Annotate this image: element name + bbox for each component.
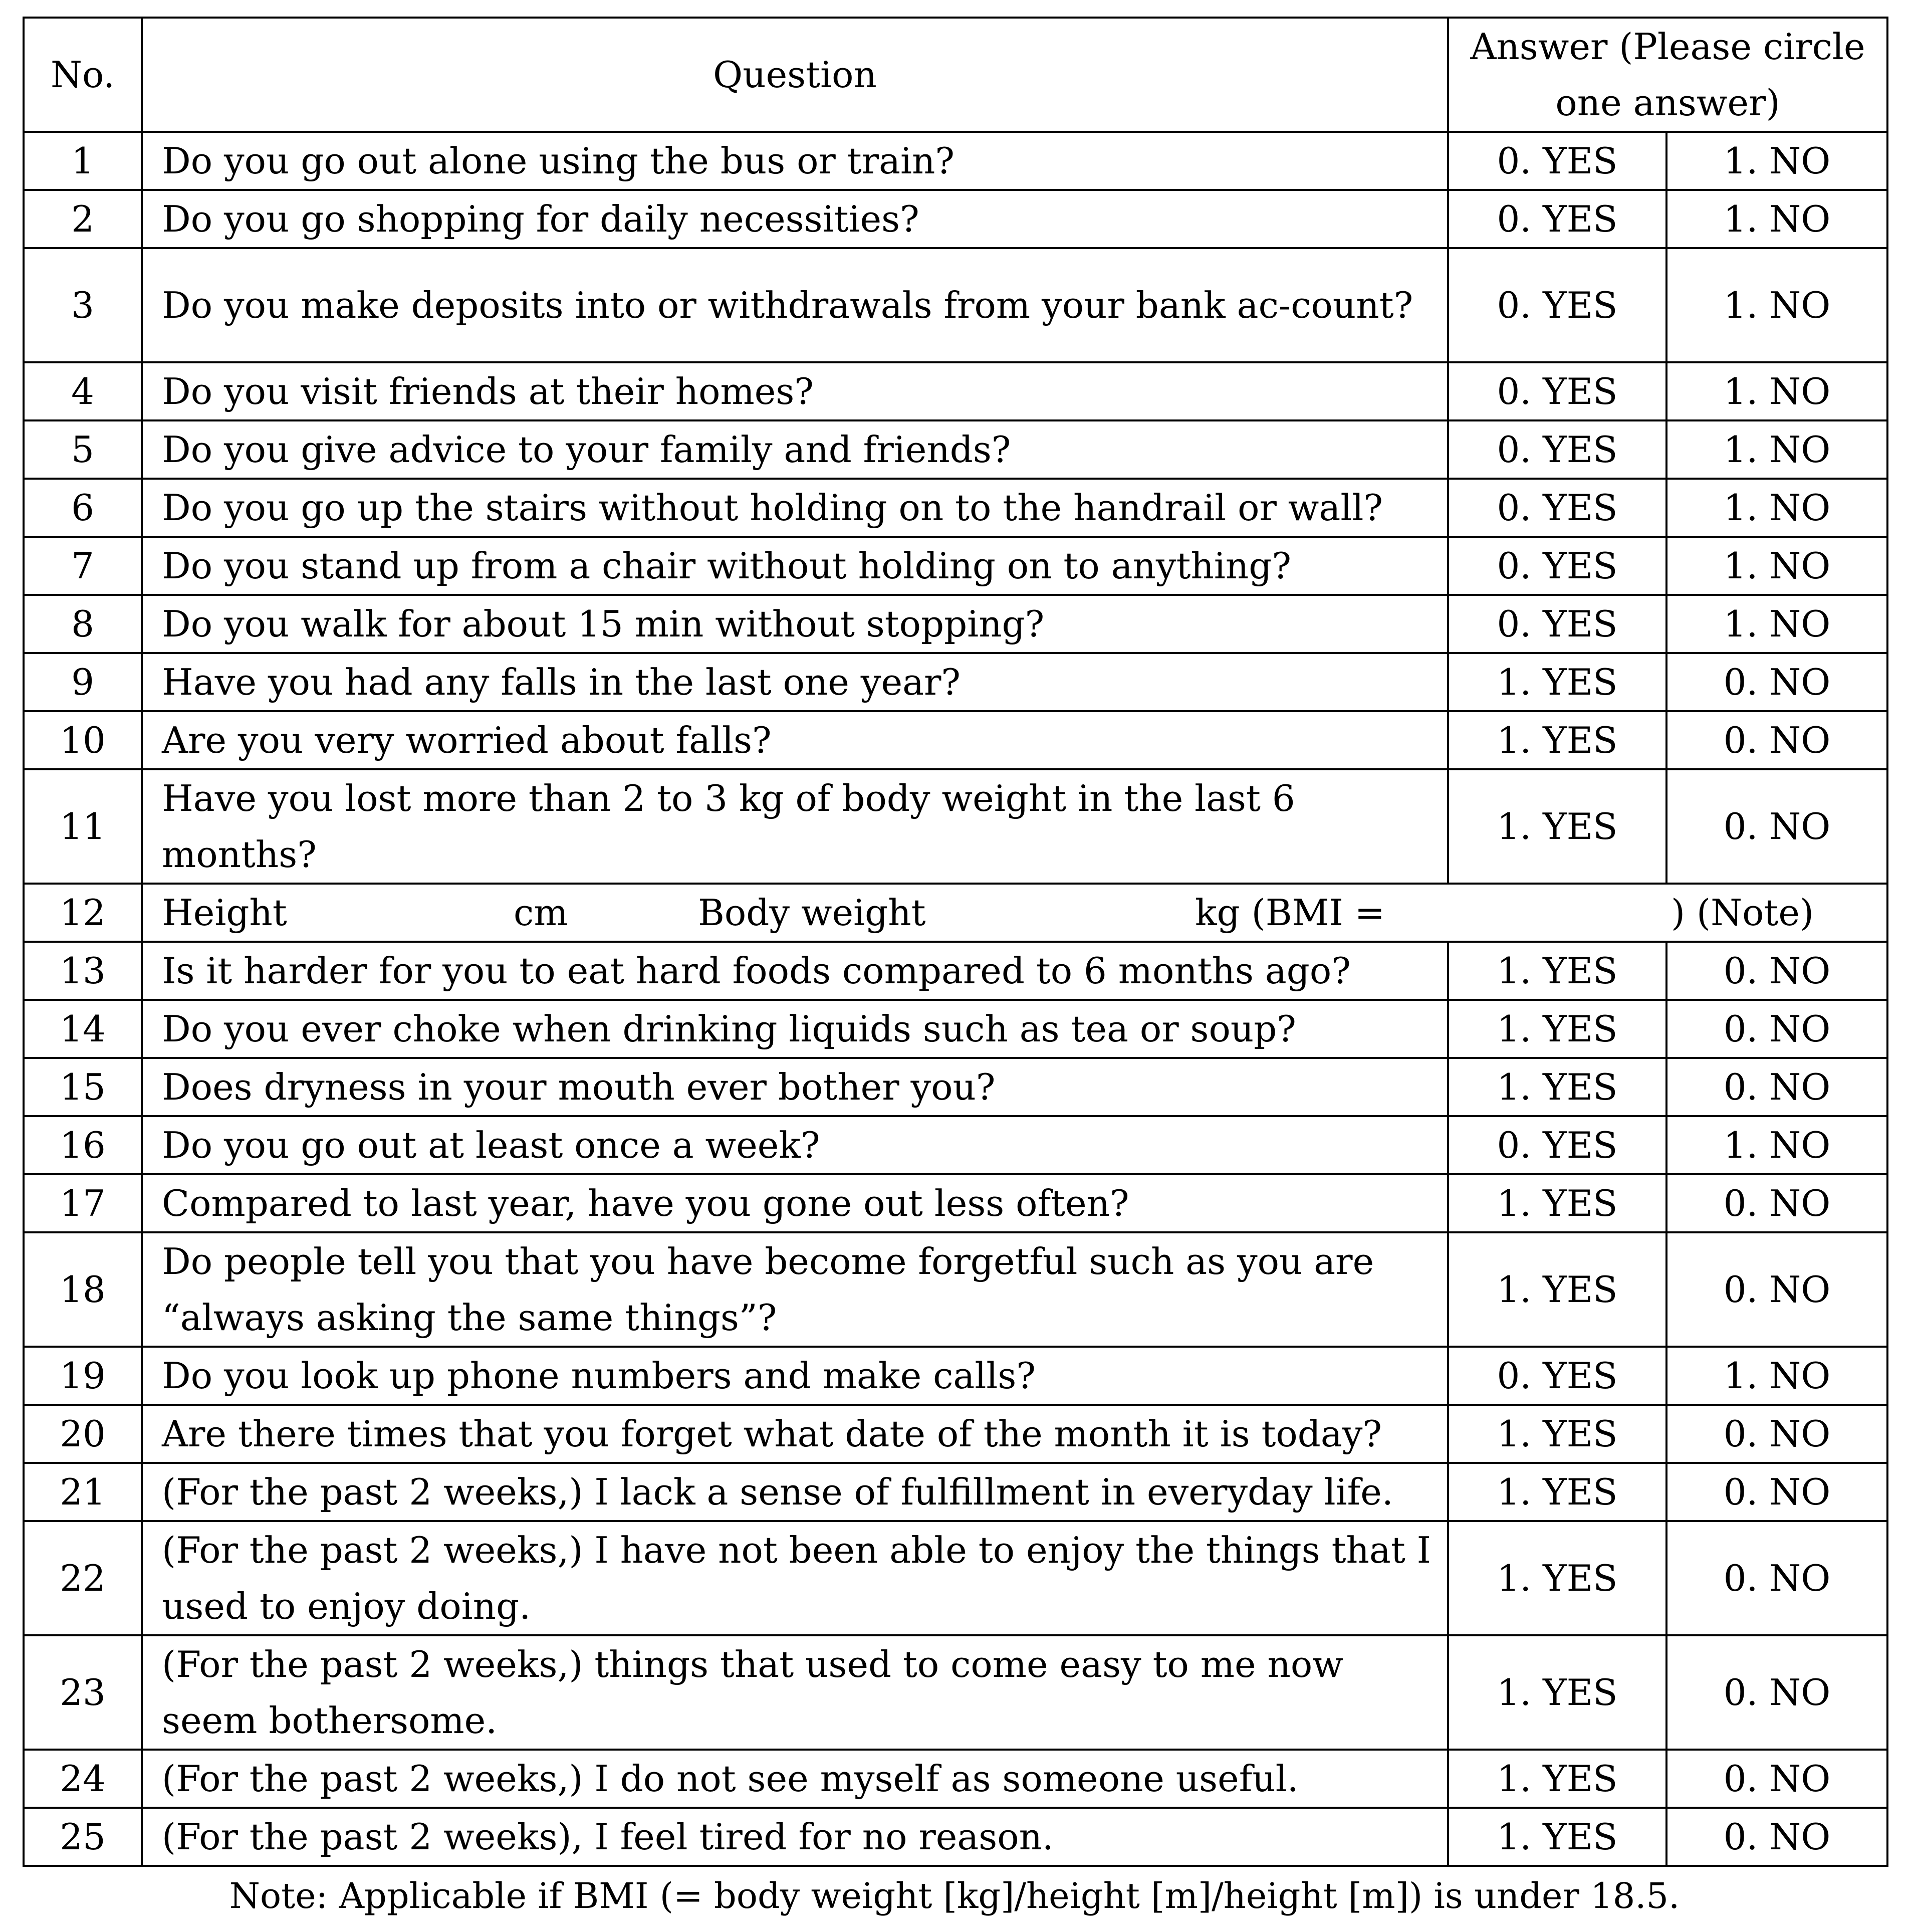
- row-number: 25: [24, 1808, 142, 1866]
- question-text: Do you visit friends at their homes?: [142, 362, 1448, 420]
- question-text: Does dryness in your mouth ever bother you?: [142, 1058, 1448, 1116]
- table-row: [24, 1058, 1887, 1116]
- question-text: Do you look up phone numbers and make calls?: [142, 1347, 1448, 1405]
- row-number: 11: [24, 769, 142, 884]
- question-text: Do you go out at least once a week?: [142, 1116, 1448, 1174]
- answer-yes[interactable]: 1. YES: [1448, 1635, 1666, 1750]
- answer-yes[interactable]: 1. YES: [1448, 1463, 1666, 1521]
- answer-no[interactable]: 1. NO: [1666, 595, 1887, 653]
- row-number: 3: [24, 248, 142, 362]
- row-number: 2: [24, 190, 142, 248]
- answer-no[interactable]: 1. NO: [1666, 1116, 1887, 1174]
- row-number: 1: [24, 132, 142, 190]
- table-row: [24, 420, 1887, 479]
- question-text: Are you very worried about falls?: [142, 711, 1448, 769]
- answer-yes[interactable]: 1. YES: [1448, 1405, 1666, 1463]
- answer-no[interactable]: 0. NO: [1666, 1232, 1887, 1347]
- row-number: 15: [24, 1058, 142, 1116]
- answer-yes[interactable]: 0. YES: [1448, 248, 1666, 362]
- question-text: (For the past 2 weeks,) things that used to come easy to me now seem bothersome.: [142, 1635, 1448, 1750]
- answer-no[interactable]: 0. NO: [1666, 1521, 1887, 1635]
- question-text: Is it harder for you to eat hard foods compared to 6 months ago?: [142, 942, 1448, 1000]
- row-number: 12: [24, 884, 142, 942]
- question-text: Do you go up the stairs without holding on to the handrail or wall?: [142, 479, 1448, 537]
- row-number: 8: [24, 595, 142, 653]
- answer-no[interactable]: 1. NO: [1666, 248, 1887, 362]
- table-row: [24, 1521, 1887, 1635]
- answer-no[interactable]: 0. NO: [1666, 653, 1887, 711]
- answer-no[interactable]: 0. NO: [1666, 942, 1887, 1000]
- question-text: Are there times that you forget what date of the month it is today?: [142, 1405, 1448, 1463]
- table-row: [24, 537, 1887, 595]
- question-text: Do you make deposits into or withdrawals from your bank ac-count?: [142, 248, 1448, 362]
- answer-yes[interactable]: 0. YES: [1448, 362, 1666, 420]
- answer-yes[interactable]: 1. YES: [1448, 1808, 1666, 1866]
- answer-yes[interactable]: 1. YES: [1448, 1000, 1666, 1058]
- row-number: 9: [24, 653, 142, 711]
- table-row: [24, 362, 1887, 420]
- body-weight-label: Body weight: [698, 892, 926, 934]
- row-number: 5: [24, 420, 142, 479]
- answer-yes[interactable]: 1. YES: [1448, 653, 1666, 711]
- answer-no[interactable]: 1. NO: [1666, 362, 1887, 420]
- row-number: 21: [24, 1463, 142, 1521]
- row-number: 10: [24, 711, 142, 769]
- questionnaire-table: [23, 17, 1888, 1867]
- table-header-row: [24, 18, 1887, 132]
- table-row: [24, 595, 1887, 653]
- answer-yes[interactable]: 0. YES: [1448, 479, 1666, 537]
- table-row: [24, 942, 1887, 1000]
- row-number: 14: [24, 1000, 142, 1058]
- row-number: 23: [24, 1635, 142, 1750]
- question-text: Do you walk for about 15 min without stopping?: [142, 595, 1448, 653]
- question-text: Have you had any falls in the last one year?: [142, 653, 1448, 711]
- question-text: Do you ever choke when drinking liquids such as tea or soup?: [142, 1000, 1448, 1058]
- row-number: 19: [24, 1347, 142, 1405]
- answer-no[interactable]: 0. NO: [1666, 711, 1887, 769]
- answer-yes[interactable]: 0. YES: [1448, 1347, 1666, 1405]
- table-row: [24, 769, 1887, 884]
- row-number: 13: [24, 942, 142, 1000]
- row-number: 17: [24, 1174, 142, 1232]
- footnote: Note: Applicable if BMI (= body weight [kg]/height [m]/height [m]) is under 18.5.: [229, 1875, 1680, 1916]
- table-row: [24, 1635, 1887, 1750]
- answer-yes[interactable]: 0. YES: [1448, 420, 1666, 479]
- answer-no[interactable]: 0. NO: [1666, 1058, 1887, 1116]
- answer-yes[interactable]: 0. YES: [1448, 1116, 1666, 1174]
- table-row: [24, 711, 1887, 769]
- header-question: Question: [142, 18, 1448, 132]
- table-row: [24, 132, 1887, 190]
- table-row: [24, 190, 1887, 248]
- question-text: (For the past 2 weeks,) I do not see myself as someone useful.: [142, 1750, 1448, 1808]
- row-number: 18: [24, 1232, 142, 1347]
- row-number: 16: [24, 1116, 142, 1174]
- answer-no[interactable]: 0. NO: [1666, 1405, 1887, 1463]
- answer-yes[interactable]: 0. YES: [1448, 190, 1666, 248]
- question-text: Do people tell you that you have become forgetful such as you are “always asking the same things”?: [142, 1232, 1448, 1347]
- answer-yes[interactable]: 1. YES: [1448, 942, 1666, 1000]
- question-text: Do you go shopping for daily necessities?: [142, 190, 1448, 248]
- answer-no[interactable]: 1. NO: [1666, 1347, 1887, 1405]
- answer-no[interactable]: 0. NO: [1666, 769, 1887, 884]
- row-number: 7: [24, 537, 142, 595]
- row-number: 22: [24, 1521, 142, 1635]
- bmi-row: [24, 884, 1887, 942]
- answer-no[interactable]: 0. NO: [1666, 1000, 1887, 1058]
- answer-no[interactable]: 0. NO: [1666, 1174, 1887, 1232]
- answer-yes[interactable]: 1. YES: [1448, 711, 1666, 769]
- answer-no[interactable]: 0. NO: [1666, 1635, 1887, 1750]
- question-text: (For the past 2 weeks,) I lack a sense of fulfillment in everyday life.: [142, 1463, 1448, 1521]
- answer-no[interactable]: 1. NO: [1666, 420, 1887, 479]
- table-row: [24, 1463, 1887, 1521]
- height-label: Height: [162, 892, 287, 934]
- table-row: [24, 1232, 1887, 1347]
- table-row: [24, 1174, 1887, 1232]
- answer-no[interactable]: 1. NO: [1666, 190, 1887, 248]
- bmi-fields: [142, 884, 1887, 942]
- table-row: [24, 1347, 1887, 1405]
- answer-yes[interactable]: 1. YES: [1448, 769, 1666, 884]
- row-number: 24: [24, 1750, 142, 1808]
- table-row: [24, 479, 1887, 537]
- question-text: (For the past 2 weeks), I feel tired for no reason.: [142, 1808, 1448, 1866]
- row-number: 6: [24, 479, 142, 537]
- bmi-note-ref: ) (Note): [1671, 892, 1814, 934]
- answer-yes[interactable]: 1. YES: [1448, 1232, 1666, 1347]
- table-row: [24, 1000, 1887, 1058]
- header-no: No.: [24, 18, 142, 132]
- row-number: 20: [24, 1405, 142, 1463]
- question-text: Do you give advice to your family and friends?: [142, 420, 1448, 479]
- question-text: Have you lost more than 2 to 3 kg of body weight in the last 6 months?: [142, 769, 1448, 884]
- answer-yes[interactable]: 0. YES: [1448, 595, 1666, 653]
- question-text: Do you go out alone using the bus or train?: [142, 132, 1448, 190]
- answer-yes[interactable]: 1. YES: [1448, 1058, 1666, 1116]
- height-unit: cm: [514, 892, 568, 934]
- table-row: [24, 1405, 1887, 1463]
- table-row: [24, 653, 1887, 711]
- answer-yes[interactable]: 1. YES: [1448, 1521, 1666, 1635]
- table-row: [24, 248, 1887, 362]
- table-row: [24, 1750, 1887, 1808]
- answer-no[interactable]: 0. NO: [1666, 1463, 1887, 1521]
- row-number: 4: [24, 362, 142, 420]
- answer-yes[interactable]: 0. YES: [1448, 537, 1666, 595]
- answer-no[interactable]: 1. NO: [1666, 479, 1887, 537]
- body-weight-unit: kg (BMI =: [1195, 892, 1385, 934]
- answer-yes[interactable]: 1. YES: [1448, 1750, 1666, 1808]
- questionnaire: [23, 17, 1886, 1916]
- answer-no[interactable]: 0. NO: [1666, 1808, 1887, 1866]
- header-answer: Answer (Please circle one answer): [1448, 18, 1887, 132]
- answer-no[interactable]: 0. NO: [1666, 1750, 1887, 1808]
- answer-no[interactable]: 1. NO: [1666, 537, 1887, 595]
- table-row: [24, 1808, 1887, 1866]
- answer-no[interactable]: 1. NO: [1666, 132, 1887, 190]
- table-row: [24, 1116, 1887, 1174]
- question-text: Compared to last year, have you gone out less often?: [142, 1174, 1448, 1232]
- answer-yes[interactable]: 1. YES: [1448, 1174, 1666, 1232]
- question-text: (For the past 2 weeks,) I have not been able to enjoy the things that I used to enjoy doing.: [142, 1521, 1448, 1635]
- answer-yes[interactable]: 0. YES: [1448, 132, 1666, 190]
- question-text: Do you stand up from a chair without holding on to anything?: [142, 537, 1448, 595]
